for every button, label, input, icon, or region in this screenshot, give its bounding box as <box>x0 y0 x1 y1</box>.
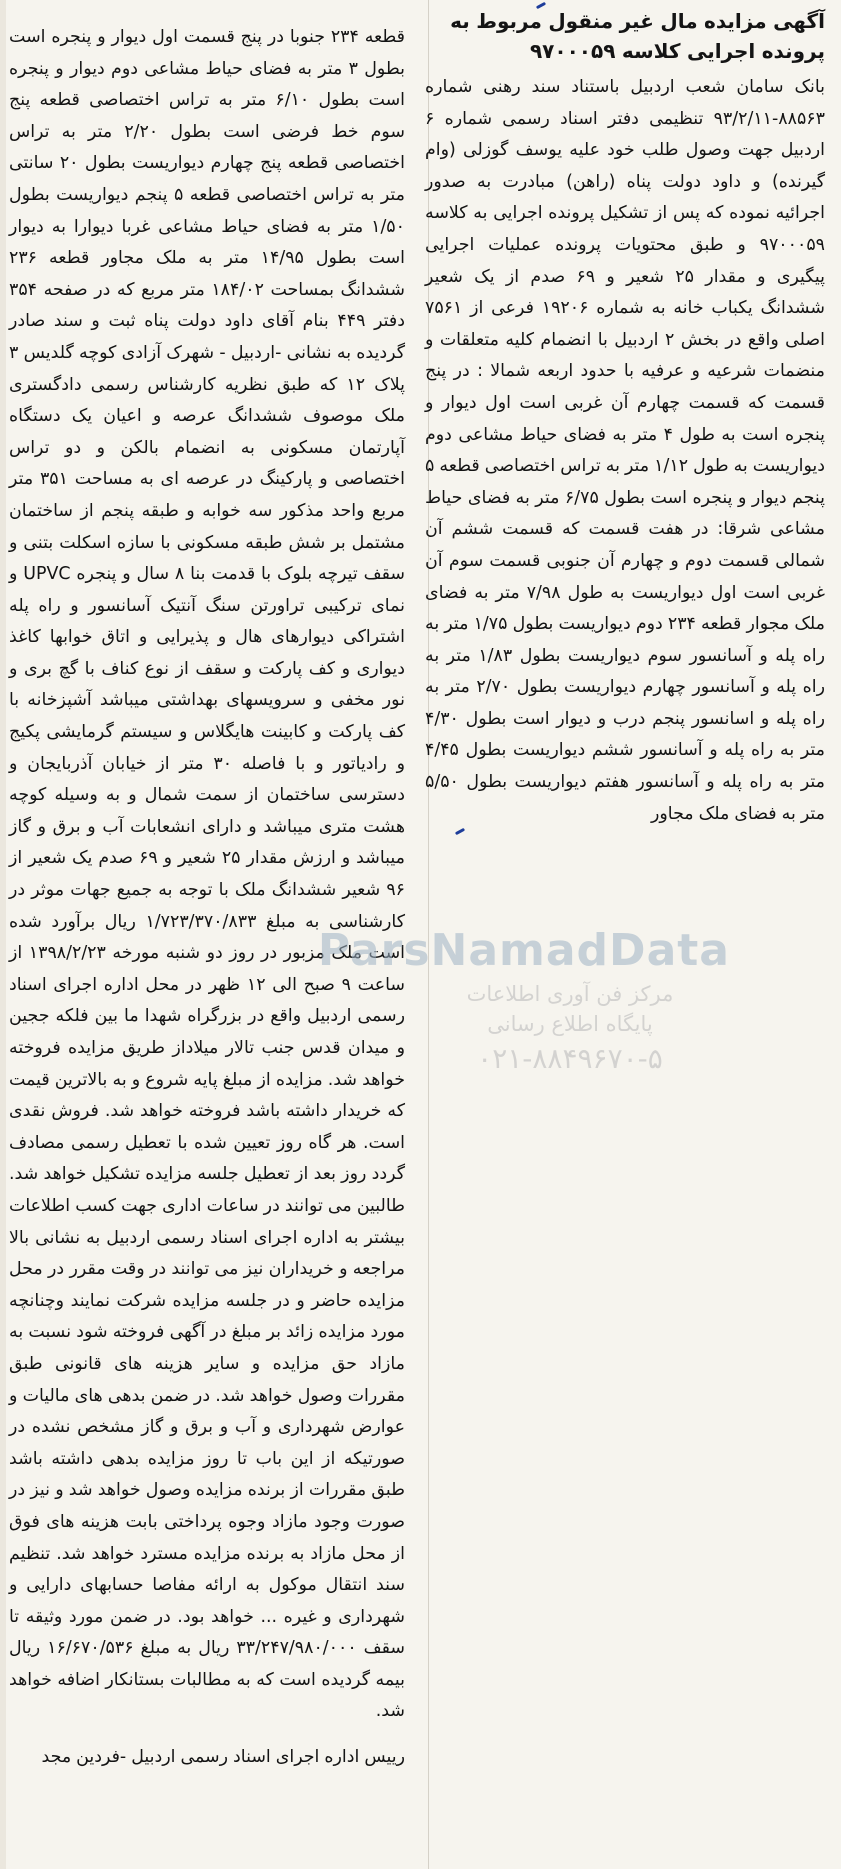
notice-title-line: آگهی مزایده مال غیر منقول مربوط به <box>450 9 825 33</box>
watermark <box>317 925 730 1075</box>
watermark-brand: ParsNamadData <box>317 925 730 976</box>
notice-signature: رییس اداره اجرای اسناد رسمی اردبیل -فردین مجد <box>41 1747 405 1768</box>
watermark-text: پایگاه اطلاع رسانی <box>487 1012 653 1036</box>
scan-edge <box>0 0 6 1869</box>
notice-right-column <box>425 6 825 830</box>
notice-title <box>425 6 825 66</box>
notice-body-paragraph: بانک سامان شعب اردبیل باستناد سند رهنی شماره ۸۸۵۶۳-۹۳/۲/۱۱ تنظیمی دفتر اسناد رسمی شماره ۶ اردبیل جهت وصول طلب خود علیه یوسف گوزلی (وام گیرنده) و داود دولت پناه (راهن) مبادرت به صدور اجرائیه نموده که پس از تشکیل پرونده اجرایی به کلاسه ۹۷۰۰۰۵۹ و طبق محتویات پرونده عملیات اجرایی پیگیری و مقدار ۲۵ شعیر و ۶۹ صدم از یک شعیر ششدانگ یکباب خانه به شماره ۱۹۲۰۶ فرعی از ۷۵۶۱ اصلی واقع در بخش ۲ اردبیل با انضمام کلیه متعلقات و منضمات شرعیه و عرفیه با حدود اربعه شمالا : در پنج قسمت که قسمت چهارم آن غربی است اول دیوار و پنجره است به طول ۴ متر به فضای حیاط مشاعی دوم دیواریست به طول ۱/۱۲ متر به تراس اختصاصی قطعه ۵ پنجم دیوار و پنجره است بطول ۶/۷۵ متر به فضای حیاط مشاعی شرقا: در هفت قسمت که قسمت ششم آن شمالی قسمت دوم و چهارم آن جنوبی قسمت سوم آن غربی است اول دیواریست به طول ۷/۹۸ متر به فضای ملک مجوار قطعه ۲۳۴ دوم دیواریست بطول ۱/۷۵ متر به راه پله و آسانسور سوم دیواریست بطول ۱/۸۳ متر به راه پله و آسانسور چهارم دیواریست بطول ۲/۷۰ متر به راه پله و اسانسور پنجم درب و دیوار است بطول ۴/۳۰ متر به راه پله و آسانسور ششم دیواریست بطول ۴/۴۵ متر به راه پله و آسانسور هفتم دیواریست بطول ۵/۵۰ متر به فضای ملک مجاور <box>425 77 826 824</box>
notice-left-column <box>9 22 405 1774</box>
notice-body-paragraph: قطعه ۲۳۴ جنوبا در پنج قسمت اول دیوار و پنجره است بطول ۳ متر به فضای حیاط مشاعی دوم دیوار و پنجره است بطول ۶/۱۰ متر به تراس اختصاصی قطعه پنج سوم خط فرضی است بطول ۲/۲۰ متر به تراس اختصاصی قطعه پنج چهارم دیواریست بطول ۲۰ سانتی متر به تراس اختصاصی قطعه ۵ پنجم دیواریست بطول ۱/۵۰ متر به فضای حیاط مشاعی غربا دیوارا به دیوار است بطول ۱۴/۹۵ متر به ملک مجاور قطعه ۲۳۶ ششدانگ بمساحت ۱۸۴/۰۲ متر مربع که در صفحه ۳۵۴ دفتر ۴۴۹ بنام آقای داود دولت پناه ثبت و سند صادر گردیده به نشانی -اردبیل - شهرک آزادی کوچه گلدیس ۳ پلاک ۱۲ که طبق نظریه کارشناس رسمی دادگستری ملک موصوف ششدانگ عرصه و اعیان یک دستگاه آپارتمان مسکونی به انضمام بالکن و دو تراس اختصاصی و پارکینگ در عرصه ای به مساحت ۳۵۱ متر مربع واحد مذکور سه خوابه و طبقه پنجم از ساختمان مشتمل بر شش طبقه مسکونی با سازه اسکلت بتنی و سقف تیرچه بلوک با قدمت بنا ۸ سال و پنجره UPVC و نمای ترکیبی تراورتن سنگ آنتیک آسانسور و راه پله اشتراکی دیوارهای هال و پذیرایی و اتاق خوابها کاغذ دیواری و کف پارکت و سقف از نوع کناف با گچ بری و نور مخفی و سرویسهای بهداشتی میباشد آشپزخانه با کف پارکت و کابینت هایگلاس و سیستم گرمایشی پکیج و رادیاتور و با فاصله ۳۰ متر از خیابان آذربایجان و دسترسی ساختمان از سمت شمال و به وسیله کوچه هشت متری میباشد و دارای انشعابات آب و برق و گاز میباشد و ارزش مقدار ۲۵ شعیر و ۶۹ صدم یک شعیر از ۹۶ شعیر ششدانگ ملک با توجه به جمیع جهات موثر در کارشناسی به مبلغ ۱/۷۲۳/۳۷۰/۸۳۳ ریال برآورد شده است ملک مزبور در روز دو شنبه مورخه ۱۳۹۸/۲/۲۳ از ساعت ۹ صبح الی ۱۲ ظهر در محل اداره اجرای اسناد رسمی اردبیل واقع در بزرگراه شهدا ما بین فلکه ججین و میدان قدس جنب تالار میلاداز طریق مزایده فروخته خواهد شد. مزایده از مبلغ پایه شروع و به بالاترین قیمت که خریدار داشته باشد فروخته خواهد شد. فروش نقدی است. هر گاه روز تعیین شده با تعطیل رسمی مصادف گردد روز بعد از تعطیل جلسه مزایده تشکیل خواهد شد. طالبین می توانند در ساعات اداری جهت کسب اطلاعات بیشتر به اداره اجرای اسناد رسمی اردبیل به نشانی بالا مراجعه و خریداران نیز می توانند در وقت مقرر در محل مزایده حاضر و در جلسه مزایده شرکت نمایند وچنانچه مورد مزایده زائد بر مبلغ در آگهی فروخته شود نسبت به مازاد حق مزایده و سایر هزینه های قانونی طبق مقررات وصول خواهد شد. در ضمن بدهی های مالیات و عوارض شهرداری و آب و برق و گاز مشخص نشده در صورتیکه از این باب تا روز مزایده بدهی داشته باشد طبق مقررات از برنده مزایده وصول خواهد شد و نیز در صورت وجود مازاد وجوه پرداختی بابت هزینه های فوق از محل مازاد به برنده مزایده مسترد خواهد شد. تنظیم سند انتقال موکول به ارائه مفاصا حسابهای دارایی و شهرداری و غیره ... خواهد بود. در ضمن مورد وثیقه تا سقف ۳۳/۲۴۷/۹۸۰/۰۰۰ ریال به مبلغ ۱۶/۶۷۰/۵۳۶ ریال بیمه گردیده است که به مطالبات بستانکار اضافه خواهد شد. <box>9 27 406 1722</box>
notice-title-line: پرونده اجرایی کلاسه ۹۷۰۰۰۵۹ <box>529 39 825 63</box>
watermark-phone: ۰۲۱-۸۸۴۹۶۷۰-۵ <box>477 1042 663 1075</box>
watermark-text: مرکز فن آوری اطلاعات <box>466 982 674 1006</box>
